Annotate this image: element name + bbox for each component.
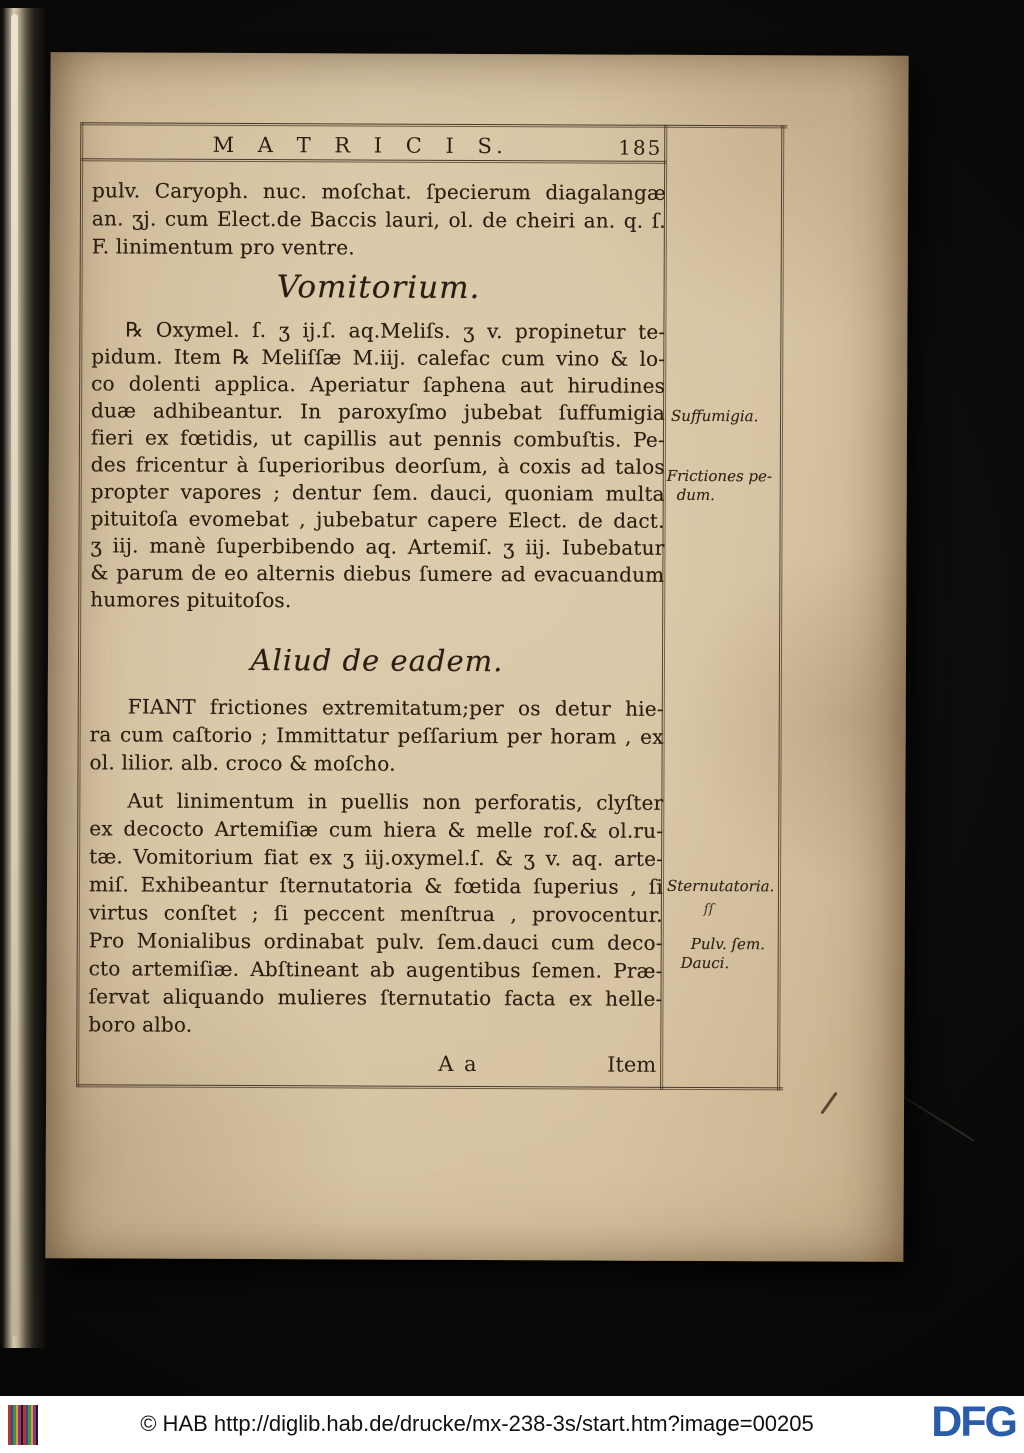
text-line: cto artemiſiæ. Abſtineant ab augentibus ſemen. Præ- xyxy=(88,956,663,983)
text-line: miſ. Exhibeantur ſternutatoria & fœtida ſuperius , ſi xyxy=(88,872,664,899)
text-line: des fricentur à ſuperioribus deorſum, à coxis ad talos xyxy=(90,452,665,479)
aliud-paragraph xyxy=(89,692,663,779)
text-line: pulv. Caryoph. nuc. moſchat. ſpecierum diagalangæ xyxy=(91,178,667,205)
margin-note-line: dum. xyxy=(676,485,716,505)
page-number: 185 xyxy=(618,135,663,160)
text-line: ſervat aliquando mulieres ſternutatio facta ex helle- xyxy=(88,984,663,1011)
margin-note-pulv-dauci xyxy=(681,935,765,973)
frame-rule-under-header xyxy=(81,158,666,164)
frame-rule-outer-right xyxy=(777,125,784,1090)
gathering-signature: A a xyxy=(438,1051,479,1077)
text-line: an. ʒj. cum Elect.de Baccis lauri, ol. de cheiri an. q. ſ. xyxy=(91,206,666,233)
book-page xyxy=(45,52,908,1262)
text-line: Pro Monialibus ordinabat pulv. ſem.dauci cum deco- xyxy=(88,928,663,955)
margin-note-line: Frictiones pe- xyxy=(666,466,773,486)
margin-note-line: Dauci. xyxy=(680,953,730,973)
section-heading-aliud: Aliud de eadem. xyxy=(250,643,504,679)
text-line: duæ adhibeantur. In paroxyſmo jubebat ſuffumigia xyxy=(91,398,666,425)
text-line: co dolenti applica. Aperiatur ſaphena aut hirudines xyxy=(91,371,666,398)
text-line: boro albo. xyxy=(88,1012,193,1037)
margin-note-frictiones xyxy=(667,467,772,505)
text-line: propter vapores ; dentur ſem. dauci, quoniam multa xyxy=(90,479,665,506)
text-line: F. linimentum pro ventre. xyxy=(91,234,355,260)
running-title: M A T R I C I S. xyxy=(212,132,508,159)
text-line: ʒ iij. manè ſuperbibendo aq. Artemiſ. ʒ iij. Iubebatur xyxy=(90,533,665,560)
margin-note-mark: ſſ xyxy=(703,901,714,918)
text-line: ol. lilior. alb. croco & moſcho. xyxy=(89,750,396,776)
text-line: fieri ex fœtidis, ut capillis aut pennis combuſtis. Pe- xyxy=(90,425,666,452)
margin-note-suffumigia: Suffumigia. xyxy=(671,406,759,426)
text-line: & parum de eo alternis diebus ſumere ad evacuandum xyxy=(90,560,665,587)
frame-rule-left xyxy=(76,122,83,1087)
liniment-paragraph xyxy=(88,786,663,1041)
page-edge-highlight xyxy=(11,14,18,1336)
dfg-logo: DFG xyxy=(931,1398,1016,1446)
text-line: pidum. Item ℞ Meliſſæ M.iij. calefac cum vino & lo- xyxy=(91,344,666,371)
text-line: humores pituitoſos. xyxy=(90,587,292,613)
vomitorium-paragraph xyxy=(90,316,665,616)
color-barcode-icon xyxy=(8,1405,38,1445)
copyright-line: © HAB http://diglib.hab.de/drucke/mx-238-3s/start.htm?image=00205 xyxy=(140,1411,814,1436)
frame-rule-top xyxy=(81,122,787,128)
text-line: ra cum caſtorio ; Immittatur peſſarium per horam , ex xyxy=(89,722,664,749)
section-heading-vomitorium: Vomitorium. xyxy=(276,269,481,307)
book-page-edges xyxy=(0,8,46,1348)
ink-pen-mark xyxy=(820,1092,837,1115)
scratch-mark xyxy=(904,1096,975,1141)
text-line: FIANT frictiones extremitatum;per os detur hie- xyxy=(127,694,664,721)
text-line: ℞ Oxymel. ſ. ʒ ij.ſ. aq.Meliſs. ʒ v. propinetur te- xyxy=(125,317,666,344)
text-line: pituitoſa evomebat , jubebatur capere Elect. de dact. xyxy=(90,506,665,533)
text-line: ex decocto Artemiſiæ cum hiera & melle roſ.& ol.ru- xyxy=(89,816,664,843)
text-line: tæ. Vomitorium fiat ex ʒ iij.oxymel.ſ. & ʒ v. aq. arte- xyxy=(89,844,664,871)
margin-note-sternutatoria: Sternutatoria. xyxy=(666,876,775,896)
signature-line xyxy=(88,1050,662,1081)
margin-note-line: Pulv. ſem. xyxy=(690,934,765,954)
text-line: virtus conſtet ; ſi peccent menſtrua , provocentur. xyxy=(88,900,663,927)
frame-rule-bottom xyxy=(77,1084,783,1090)
viewer-footer xyxy=(0,1396,1024,1453)
text-line: Aut linimentum in puellis non perforatis, clyſter xyxy=(127,788,664,815)
intro-paragraph xyxy=(92,176,666,263)
catchword: Item xyxy=(607,1052,657,1077)
